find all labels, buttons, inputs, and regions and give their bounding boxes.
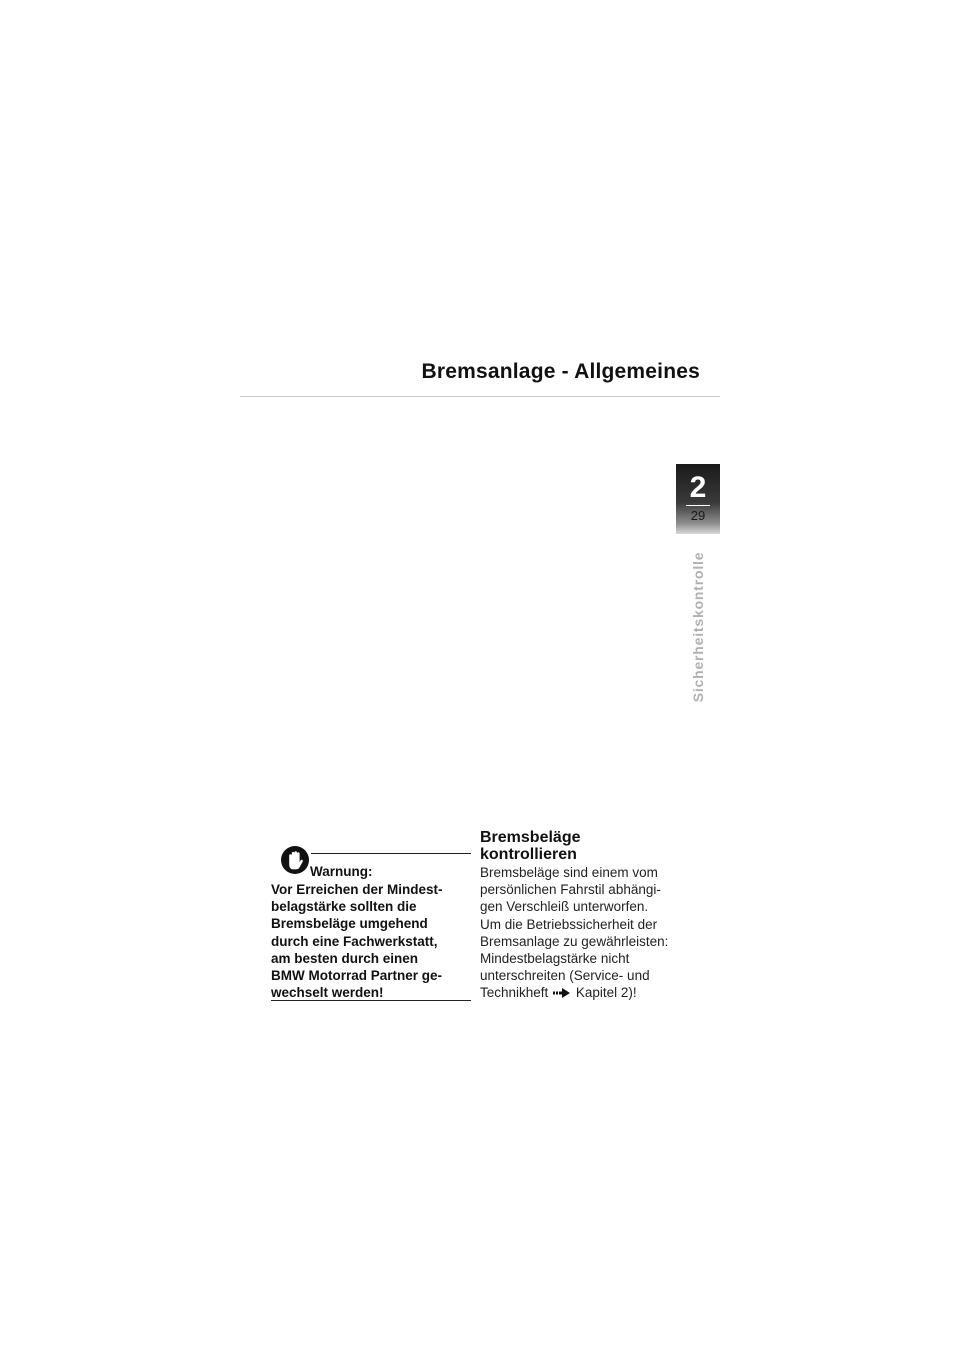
body-line: Bremsanlage zu gewährleisten: [480, 933, 669, 949]
page-number: 29 [690, 508, 706, 523]
section-body [480, 864, 695, 1002]
raised-hand-icon [280, 845, 310, 875]
chapter-number: 2 [689, 471, 707, 504]
warning-line: Vor Erreichen der Mindest- [271, 882, 443, 897]
body-line: persönlichen Fahrstil abhängi- [480, 882, 661, 898]
warning-line: wechselt werden! [271, 985, 384, 1001]
warning-line: belagstärke sollten die [271, 899, 417, 915]
page-title: Bremsanlage - Allgemeines [421, 360, 700, 383]
reference-target: Kapitel 2)! [575, 985, 637, 1001]
warning-top-rule [311, 853, 471, 854]
warning-line: Bremsbeläge umgehend [271, 916, 428, 932]
chapter-separator [686, 505, 710, 506]
header-rule [240, 396, 720, 397]
warning-bottom-rule [271, 1000, 471, 1001]
warning-line: durch eine Fachwerkstatt, [271, 933, 438, 949]
chapter-tab [676, 464, 720, 534]
warning-line: am besten durch einen [271, 950, 419, 966]
reference-text: Technikheft [480, 985, 549, 1001]
reference-arrow-icon [553, 988, 571, 998]
warning-text [271, 881, 471, 1001]
body-line: gen Verschleiß unterworfen. [480, 899, 649, 915]
body-line: Um die Betriebssicherheit der [480, 916, 658, 932]
section-title-line: kontrollieren [480, 846, 577, 863]
warning-line: BMW Motorrad Partner ge- [271, 968, 443, 984]
section-title-line: Bremsbeläge [480, 829, 581, 846]
body-line: Mindestbelagstärke nicht [480, 951, 630, 967]
chapter-side-label: Sicherheitskontrolle [690, 551, 706, 703]
body-line-reference [480, 984, 695, 1001]
body-line: unterschreiten (Service- und [480, 968, 650, 984]
body-line: Bremsbeläge sind einem vom [480, 865, 658, 880]
warning-heading: Warnung: [310, 864, 373, 879]
section-title [480, 829, 690, 863]
